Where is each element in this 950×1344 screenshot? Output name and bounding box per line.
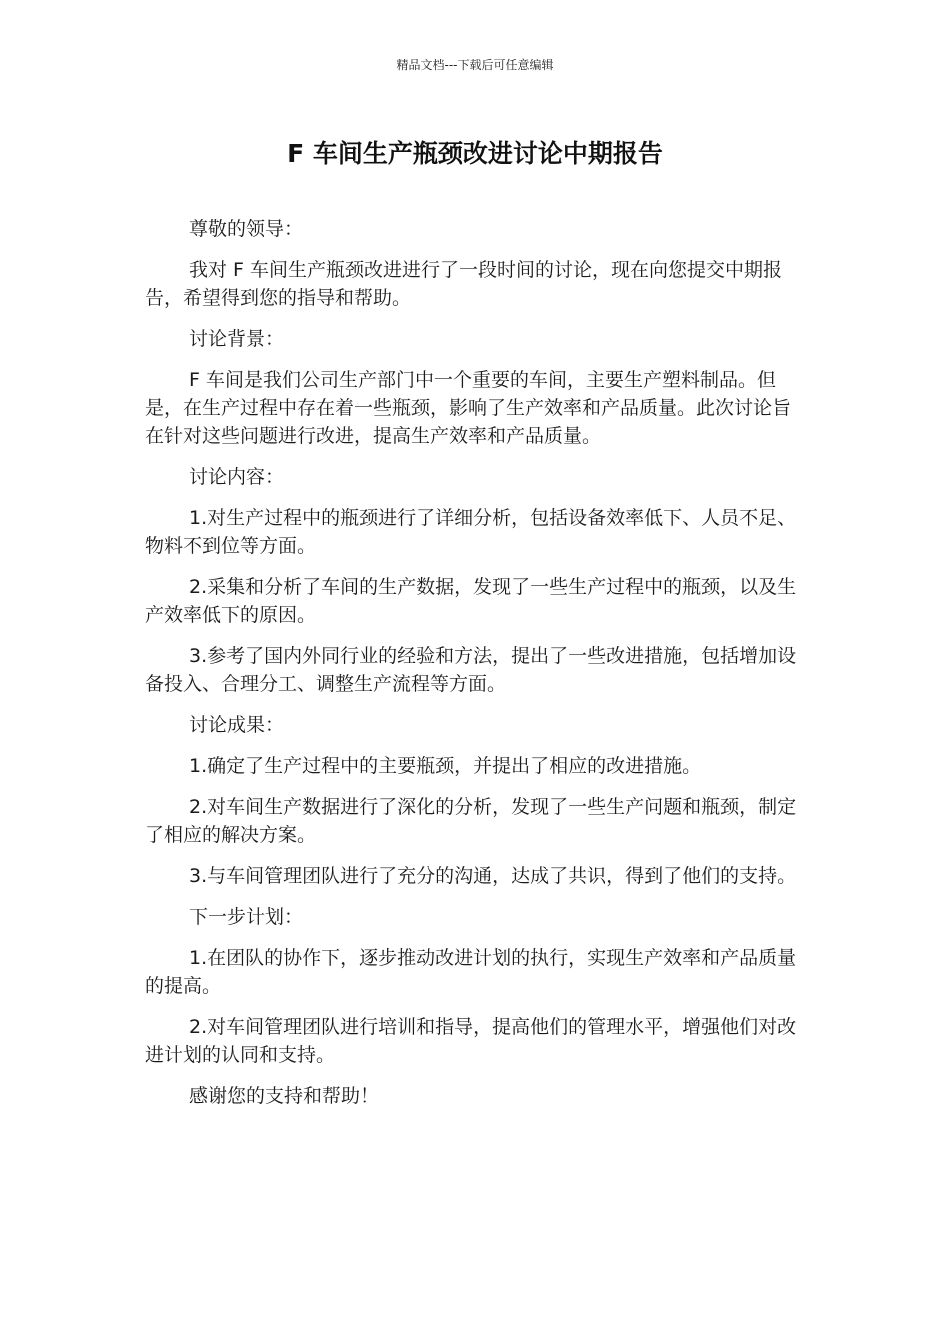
content-item-2: 2.采集和分析了车间的生产数据，发现了一些生产过程中的瓶颈，以及生产效率低下的原因。 <box>145 576 797 626</box>
section-heading-results: 讨论成果： <box>189 714 285 736</box>
next-steps-item-2: 2.对车间管理团队进行培训和指导，提高他们的管理水平，增强他们对改进计划的认同和支持。 <box>145 1016 797 1066</box>
closing-line: 感谢您的支持和帮助！ <box>189 1085 380 1107</box>
results-item-3: 3.与车间管理团队进行了充分的沟通，达成了共识，得到了他们的支持。 <box>189 865 797 887</box>
background-paragraph: F 车间是我们公司生产部门中一个重要的车间，主要生产塑料制品。但是，在生产过程中存在着一些瓶颈，影响了生产效率和产品质量。此次讨论旨在针对这些问题进行改进，提高生产效率和产品质量。 <box>145 369 792 447</box>
salutation: 尊敬的领导： <box>189 218 304 240</box>
next-steps-item-1: 1.在团队的协作下，逐步推动改进计划的执行，实现生产效率和产品质量的提高。 <box>145 947 797 997</box>
section-heading-next-steps: 下一步计划： <box>189 906 304 928</box>
document-title: F 车间生产瓶颈改进讨论中期报告 <box>287 139 663 168</box>
section-heading-background: 讨论背景： <box>189 328 285 350</box>
intro-paragraph: 我对 F 车间生产瓶颈改进进行了一段时间的讨论，现在向您提交中期报告，希望得到您的指导和帮助。 <box>145 259 783 309</box>
document-body <box>145 215 805 1123</box>
page-header-note: 精品文档---下载后可任意编辑 <box>396 58 554 72</box>
results-item-1: 1.确定了生产过程中的主要瓶颈，并提出了相应的改进措施。 <box>189 755 702 777</box>
content-item-3: 3.参考了国内外同行业的经验和方法，提出了一些改进措施，包括增加设备投入、合理分工、调整生产流程等方面。 <box>145 645 797 695</box>
section-heading-content: 讨论内容： <box>189 466 285 488</box>
content-item-1: 1.对生产过程中的瓶颈进行了详细分析，包括设备效率低下、人员不足、物料不到位等方面。 <box>145 507 797 557</box>
results-item-2: 2.对车间生产数据进行了深化的分析，发现了一些生产问题和瓶颈，制定了相应的解决方案。 <box>145 796 797 846</box>
